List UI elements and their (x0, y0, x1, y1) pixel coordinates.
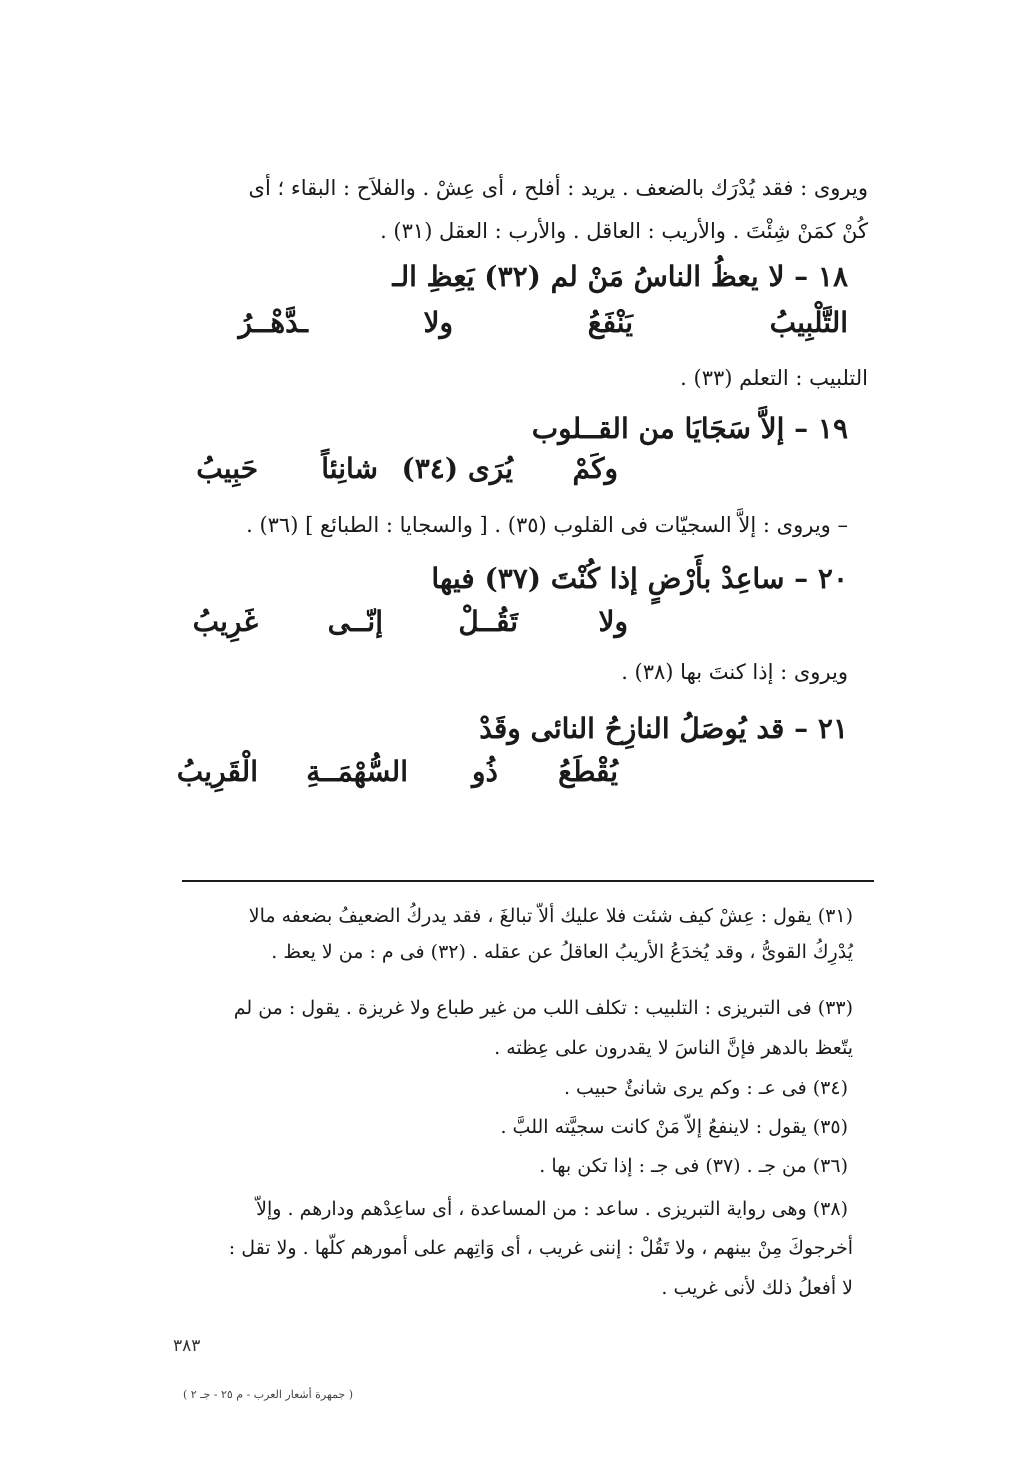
verse-word: التَّلْبِيبُ (769, 306, 848, 339)
footnote-line: يتّعظ بالدهر فإنَّ الناسَ لا يقدرون على عِظته . (494, 1037, 853, 1059)
footnote-line: (٣٣) فى التبريزى : التلبيب : تكلف اللب من غير طباع ولا غريزة . يقول : من لم (233, 997, 853, 1019)
verse-word: يُرَى (٣٤) (401, 452, 513, 485)
verse-first-hemistich: ٢١ – قد يُوصَلُ النازِحُ النائى وقَدْ (479, 712, 848, 745)
verse-first-hemistich: ١٨ – لا يعظُ الناسُ مَنْ لم (٣٢) يَعِظِ الـ (392, 260, 848, 293)
signature-mark: ( جمهرة أشعار العرب - م ٢٥ - جـ ٢ ) (183, 1388, 354, 1401)
commentary-line: ويروى : إذا كنتَ بها (٣٨) . (621, 660, 848, 684)
commentary-line: التلبيب : التعلم (٣٣) . (680, 366, 868, 390)
footnote-line: (٣١) يقول : عِشْ كيف شئت فلا عليك ألاّ تبالغَ ، فقد يدركُ الضعيفُ بضعفه مالا (248, 905, 853, 927)
footnote-divider (182, 880, 874, 882)
footnote-line: (٣٥) يقول : لاينفعُ إلاّ مَنْ كانت سجيَّته اللبَّ . (500, 1116, 848, 1138)
verse-word: تَقُــلْ (458, 605, 518, 638)
verse-second-hemistich (188, 605, 848, 645)
verse-word: ولا (598, 605, 628, 638)
commentary-line: كُنْ كمَنْ شِئْتَ . والأريب : العاقل . والأرب : العقل (٣١) . (380, 219, 868, 243)
footnote-line: أخرجوكَ مِنْ بينهم ، ولا تَقُلْ : إننى غريب ، أى وَاتِهم على أمورهم كلّها . ولا تقل : (228, 1237, 853, 1259)
verse-word: ـدَّهْــرُ (238, 306, 308, 339)
footnote-line: (٣٦) من جـ . (٣٧) فى جـ : إذا تكن بها . (539, 1155, 848, 1177)
verse-second-hemistich (176, 755, 848, 795)
verse-word: إنّــى (327, 605, 383, 638)
footnote-line: (٣٨) وهى رواية التبريزى . ساعد : من المساعدة ، أى ساعِدْهم ودارهم . وإلاّ (256, 1198, 848, 1220)
verse-second-hemistich (188, 452, 848, 492)
verse-first-hemistich: ٢٠ – ساعِدْ بأَرْضٍ إذا كُنْتَ (٣٧) فيها (431, 562, 848, 595)
footnote-line: (٣٤) فى عـ : وكم يرى شانئٌ حبيب . (563, 1077, 848, 1099)
footnote-line: يُدْرِكُ القوىُّ ، وقد يُخدَعُ الأريبُ العاقلُ عن عقله . (٣٢) فى م : من لا يعظ . (271, 941, 853, 963)
verse-word: غَرِيبُ (192, 605, 258, 638)
verse-word: يُقْطَعُ (558, 755, 618, 788)
verse-word: ذُو (472, 755, 498, 788)
commentary-line: – ويروى : إلاَّ السجيّات فى القلوب (٣٥) . [ والسجايا : الطبائع ] (٣٦) . (246, 513, 848, 537)
verse-word: يَنْفَعُ (587, 306, 633, 339)
verse-first-hemistich: ١٩ – إلاَّ سَجَايَا من القــلوب (531, 412, 848, 445)
verse-second-hemistich (188, 306, 848, 346)
page-number: ٣٨٣ (173, 1336, 201, 1356)
footnote-line: لا أفعلُ ذلك لأنى غريب . (661, 1277, 853, 1299)
commentary-line: ويروى : فقد يُدْرَك بالضعف . يريد : أفلح ، أى عِشْ . والفلاَح : البقاء ؛ أى (248, 176, 868, 200)
verse-word: وكَمْ (572, 452, 618, 485)
verse-word: الْقَرِيبُ (176, 755, 258, 788)
verse-word: السُّهْمَــةِ (306, 755, 408, 788)
verse-word: ولا (423, 306, 453, 339)
verse-word: شانِئاً (321, 452, 378, 485)
verse-word: حَبِيبُ (196, 452, 258, 485)
